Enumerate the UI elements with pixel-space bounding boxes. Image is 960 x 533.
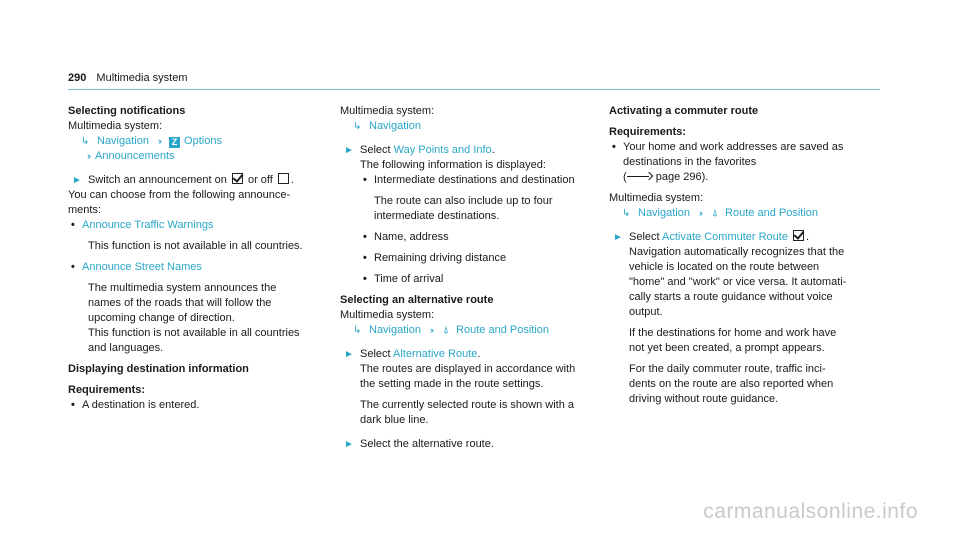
return-arrow-icon: ↳ — [81, 136, 90, 147]
choose-text-2: ments: — [68, 204, 102, 216]
double-chevron-icon: ›› — [430, 325, 433, 335]
heading-commuter-route: Activating a commuter route — [609, 105, 759, 117]
step-text-end: . — [806, 231, 810, 243]
requirement-text: destinations in the favorites — [623, 156, 757, 168]
step-text: not yet been created, a prompt appears. — [629, 342, 825, 354]
step-arrow-icon: ► — [344, 145, 354, 156]
list-item — [340, 173, 595, 188]
step-switch — [68, 173, 323, 188]
bullet-icon: • — [71, 399, 75, 411]
step-text: "home" and "work" or vice versa. It automati- — [629, 276, 847, 288]
step-select-waypoints — [340, 143, 595, 158]
requirement-text: A destination is entered. — [82, 399, 200, 411]
bullet-icon: • — [363, 252, 367, 264]
list-item-text: This function is not available in all countries. — [88, 240, 303, 252]
step-text: dark blue line. — [360, 414, 429, 426]
step-arrow-icon: ► — [344, 349, 354, 360]
double-chevron-icon: ›› — [158, 136, 161, 146]
list-item-text: The route can also include up to four — [374, 195, 553, 207]
system-label: Multimedia system: — [68, 120, 163, 132]
bullet-icon: • — [363, 231, 367, 243]
list-item-text: Intermediate destinations and destination — [374, 174, 575, 186]
column-2 — [340, 104, 595, 452]
path-navigation[interactable]: Navigation — [369, 324, 421, 336]
option-alternative-route[interactable]: Alternative Route — [393, 348, 478, 360]
step-activate-commuter — [609, 230, 864, 245]
list-item — [340, 251, 595, 266]
requirements-label: Requirements: — [68, 384, 146, 396]
return-arrow-icon: ↳ — [353, 121, 362, 132]
step-text: The currently selected route is shown with a — [360, 399, 574, 411]
list-item-text: The multimedia system announces the — [88, 282, 277, 294]
list-item — [340, 272, 595, 287]
section-title: Multimedia system — [96, 72, 188, 84]
heading-destination-info: Displaying destination information — [68, 363, 249, 375]
step-text: cally starts a route guidance without voice — [629, 291, 833, 303]
step-text-end: . — [477, 348, 481, 360]
step-text: Navigation automatically recognizes that the — [629, 246, 845, 258]
menu-path — [340, 119, 595, 134]
bullet-icon: • — [71, 261, 75, 273]
list-item-text: Name, address — [374, 231, 449, 243]
heading-alternative-route: Selecting an alternative route — [340, 294, 494, 306]
checkbox-checked-icon — [232, 173, 243, 184]
step-arrow-icon: ► — [344, 439, 354, 450]
list-item — [609, 140, 864, 155]
list-item — [68, 218, 323, 233]
step-arrow-icon: ► — [72, 175, 82, 186]
list-item-text: Remaining driving distance — [374, 252, 507, 264]
page-reference — [609, 170, 864, 185]
double-chevron-icon: ›› — [87, 151, 89, 161]
step-text: Switch an announcement on — [88, 174, 227, 186]
step-text: vehicle is located on the route between — [629, 261, 820, 273]
path-route-position[interactable]: Route and Position — [725, 207, 818, 219]
bullet-icon: • — [363, 273, 367, 285]
system-label: Multimedia system: — [340, 309, 435, 321]
reference-arrow-icon — [627, 172, 653, 180]
menu-path — [68, 134, 323, 149]
choose-text-1: You can choose from the following announce- — [68, 189, 291, 201]
step-text: Select — [360, 144, 391, 156]
requirement-text: Your home and work addresses are saved as — [623, 141, 844, 153]
list-item-text: upcoming change of direction. — [88, 312, 235, 324]
step-text: Select — [360, 348, 391, 360]
option-street-names[interactable]: Announce Street Names — [82, 261, 202, 273]
return-arrow-icon: ↳ — [622, 208, 631, 219]
system-label: Multimedia system: — [340, 105, 435, 117]
menu-path — [340, 323, 595, 338]
step-text: Select the alternative route. — [360, 438, 494, 450]
system-label: Multimedia system: — [609, 192, 704, 204]
double-chevron-icon: ›› — [699, 208, 702, 218]
step-text: Select — [629, 231, 660, 243]
step-arrow-icon: ► — [613, 232, 623, 243]
path-navigation[interactable]: Navigation — [638, 207, 690, 219]
page-header — [68, 72, 188, 84]
step-text-end: . — [290, 174, 294, 186]
menu-path — [609, 206, 864, 221]
list-item — [340, 230, 595, 245]
path-navigation[interactable]: Navigation — [97, 135, 149, 147]
menu-path-cont — [68, 149, 323, 164]
list-item-text: Time of arrival — [374, 273, 444, 285]
bullet-icon: • — [612, 141, 616, 153]
options-icon: Z — [169, 137, 180, 148]
list-item-text: This function is not available in all countries — [88, 327, 300, 339]
path-announcements[interactable]: Announcements — [95, 150, 175, 162]
option-traffic-warnings[interactable]: Announce Traffic Warnings — [82, 219, 214, 231]
step-text-mid: or off — [247, 174, 273, 186]
step-text: output. — [629, 306, 663, 318]
option-commuter-route[interactable]: Activate Commuter Route — [662, 231, 788, 243]
route-icon: ⍋ — [712, 208, 719, 219]
step-text-end: . — [491, 144, 495, 156]
list-item-text: intermediate destinations. — [374, 210, 500, 222]
path-options[interactable]: Options — [184, 135, 222, 147]
column-3 — [609, 104, 864, 407]
option-way-points[interactable]: Way Points and Info — [393, 144, 492, 156]
heading-selecting-notifications: Selecting notifications — [68, 105, 186, 117]
paren-open: ( — [623, 171, 627, 183]
page-number: 290 — [68, 72, 87, 84]
list-item — [68, 260, 323, 275]
watermark: carmanualsonline.info — [703, 500, 918, 523]
route-icon: ⍋ — [443, 325, 450, 336]
return-arrow-icon: ↳ — [353, 325, 362, 336]
step-text: the setting made in the route settings. — [360, 378, 544, 390]
path-navigation[interactable]: Navigation — [369, 120, 421, 132]
requirements-label: Requirements: — [609, 126, 687, 138]
bullet-icon: • — [363, 174, 367, 186]
info-text: The following information is displayed: — [360, 159, 546, 171]
header-rule — [68, 89, 880, 90]
step-text: If the destinations for home and work have — [629, 327, 837, 339]
checkbox-empty-icon — [278, 173, 289, 184]
list-item — [68, 398, 323, 413]
page-ref-text[interactable]: page 296). — [655, 171, 709, 183]
column-1 — [68, 104, 323, 413]
step-select-alternative — [340, 347, 595, 362]
list-item-text: and languages. — [88, 342, 164, 354]
list-item-text: names of the roads that will follow the — [88, 297, 272, 309]
path-route-position[interactable]: Route and Position — [456, 324, 549, 336]
bullet-icon: • — [71, 219, 75, 231]
step-select-route — [340, 437, 595, 452]
step-text: For the daily commuter route, traffic inci- — [629, 363, 826, 375]
step-text: driving without route guidance. — [629, 393, 779, 405]
checkbox-checked-icon — [793, 230, 804, 241]
step-text: The routes are displayed in accordance with — [360, 363, 576, 375]
step-text: dents on the route are also reported when — [629, 378, 834, 390]
